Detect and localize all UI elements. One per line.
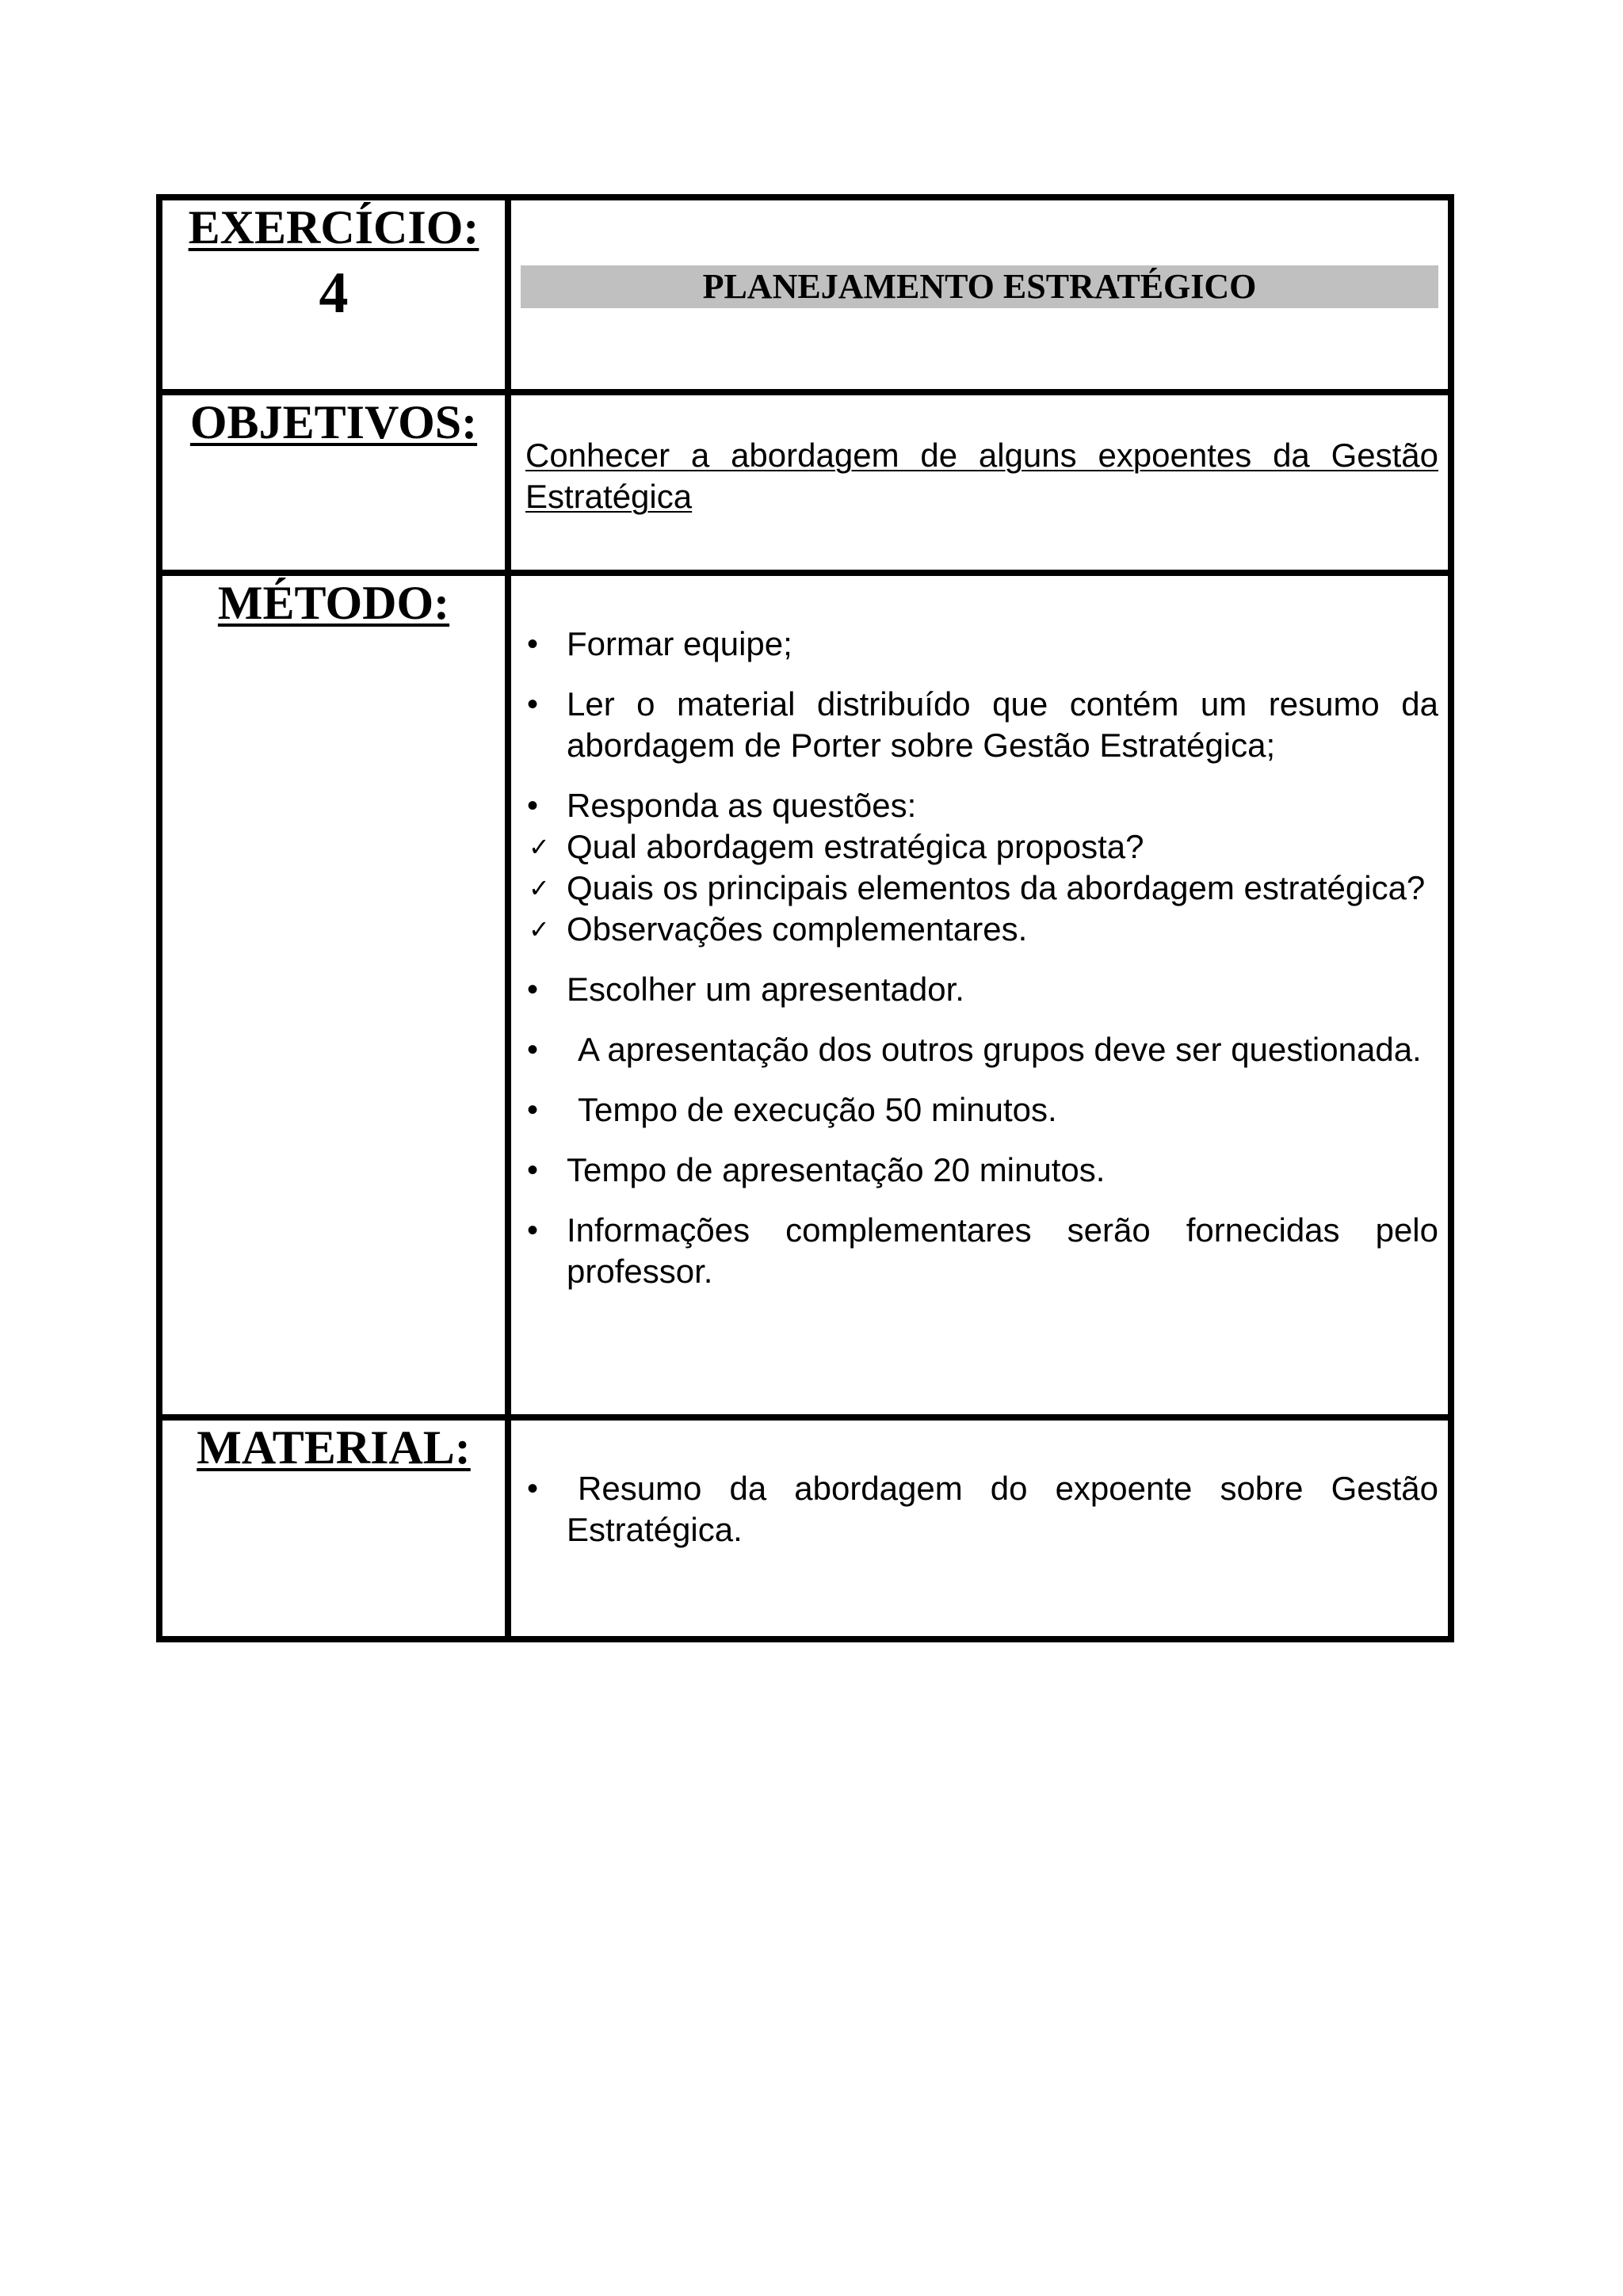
list-item (525, 684, 1438, 766)
material-cell (508, 1417, 1451, 1639)
objetivos-row (159, 392, 1451, 573)
objetivos-text: Conhecer a abordagem de alguns expoentes da Gestão Estratégica (525, 437, 1438, 515)
list-item (525, 1210, 1438, 1292)
material-row (159, 1417, 1451, 1639)
list-item-text: Ler o material distribuído que contém um resumo da abordagem de Porter sobre Gestão Estratégica; (567, 685, 1438, 764)
bullet-icon: • (527, 1032, 539, 1067)
metodo-row (159, 573, 1451, 1417)
list-item-text: Resumo da abordagem do expoente sobre Gestão Estratégica. (567, 1470, 1438, 1548)
objetivos-cell (508, 392, 1451, 573)
list-item (525, 1468, 1438, 1550)
bullet-icon: • (527, 627, 539, 662)
material-list (525, 1421, 1438, 1550)
exercise-label-cell (159, 197, 508, 392)
bullet-icon: • (527, 788, 539, 823)
list-item-text: Informações complementares serão fornecidas pelo professor. (567, 1211, 1438, 1290)
list-item-text: Tempo de apresentação 20 minutos. (567, 1151, 1106, 1188)
list-item (525, 785, 1438, 826)
checkmark-icon: ✓ (529, 915, 550, 944)
bullet-icon: • (527, 1471, 539, 1506)
list-item (525, 1150, 1438, 1191)
list-item-text: Formar equipe; (567, 625, 792, 662)
title-cell (508, 197, 1451, 392)
list-item (525, 1029, 1438, 1070)
material-label: MATERIAL: (197, 1421, 471, 1474)
checkmark-icon: ✓ (529, 874, 550, 902)
metodo-label-cell (159, 573, 508, 1417)
objetivos-label-cell (159, 392, 508, 573)
list-item-text: Tempo de execução 50 minutos. (578, 1091, 1057, 1128)
metodo-cell (508, 573, 1451, 1417)
bullet-icon: • (527, 1153, 539, 1188)
bullet-icon: • (527, 1093, 539, 1127)
exercise-number: 4 (319, 261, 349, 326)
list-item (525, 969, 1438, 1010)
list-item-text: A apresentação dos outros grupos deve ser questionada. (578, 1031, 1422, 1068)
exercise-title: PLANEJAMENTO ESTRATÉGICO (521, 265, 1438, 308)
material-label-cell (159, 1417, 508, 1639)
exercise-label: EXERCÍCIO: (188, 201, 479, 254)
check-item (525, 826, 1438, 868)
list-item-text: Responda as questões: (567, 787, 917, 824)
checkmark-icon: ✓ (529, 833, 550, 861)
bullet-icon: • (527, 1213, 539, 1248)
check-item-text: Qual abordagem estratégica proposta? (567, 828, 1144, 865)
exercise-table (156, 194, 1454, 1642)
title-row (159, 197, 1451, 392)
metodo-label: MÉTODO: (217, 577, 450, 629)
list-item (525, 1089, 1438, 1131)
list-item-text: Escolher um apresentador. (567, 971, 964, 1008)
objetivos-label: OBJETIVOS: (189, 396, 478, 448)
list-item (525, 624, 1438, 665)
check-item-text: Quais os principais elementos da abordagem estratégica? (567, 869, 1426, 906)
check-item (525, 909, 1438, 950)
check-item-text: Observações complementares. (567, 910, 1028, 948)
check-item (525, 868, 1438, 909)
bullet-icon: • (527, 972, 539, 1007)
bullet-icon: • (527, 687, 539, 722)
metodo-list (525, 576, 1438, 1292)
